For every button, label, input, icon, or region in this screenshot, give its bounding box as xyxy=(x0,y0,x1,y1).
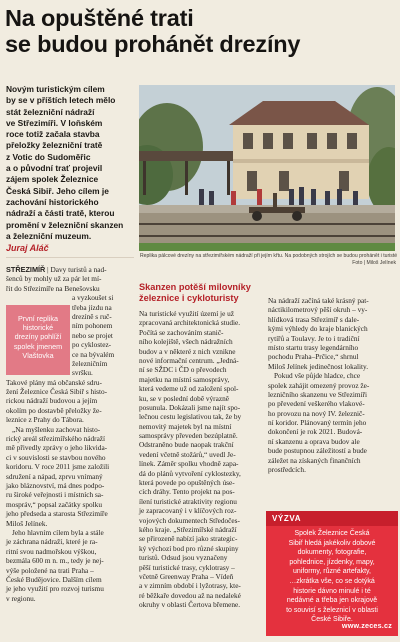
headline-line: se budou prohánět drezíny xyxy=(5,31,301,57)
column-line: ního kolejiště, všech nádražních xyxy=(139,337,233,347)
byline: Juraj Aláč xyxy=(6,243,49,253)
column-line: je záchrana nádraží, které je ra- xyxy=(6,537,98,547)
dateline: STŘEZIMÍŘ xyxy=(6,265,46,274)
column-line: ru široké veřejnosti i místních sa- xyxy=(6,490,104,500)
appeal-line: Spolek Železnice Česká xyxy=(294,530,370,537)
column-line: Miloš Jelínek jedinečnost lokality. xyxy=(268,361,369,371)
column-line: hlídková trasa Střezimíř s dale- xyxy=(268,314,360,324)
column-line: spolek zahájit omezený provoz že- xyxy=(268,380,370,390)
column-line: bezmála 600 m n. m., tedy je nej- xyxy=(6,556,104,566)
subhead-line: Skanzen potěší milovníky xyxy=(139,282,251,292)
divider xyxy=(6,257,134,258)
column-line: koridoru. V roce 2011 jsme založili xyxy=(6,462,110,472)
caption-text: Replika pálcové drezíny na střezimířském nádraží při jejím křtu. Na podobných strojích se budou prohánět i turisté xyxy=(140,253,398,259)
column-line: ku, se v poslední době výrazně xyxy=(139,393,229,403)
column-line: nebo se projet xyxy=(72,330,113,340)
lead-line: a o původní trať projevil xyxy=(6,163,103,174)
lead-line: z Votic do Sudoměřic xyxy=(6,151,91,162)
appeal-line: to souvisí s železnicí v oblasti xyxy=(286,606,378,614)
column-line: po převedení veškerého vlakové- xyxy=(268,399,365,409)
column-line: ní se SŽDC i ČD o převodech xyxy=(139,365,227,375)
column-line: Na nádraží začíná také krásný pat- xyxy=(268,296,369,305)
appeal-line: Sibiř hledá jakékoliv dobové xyxy=(288,539,376,547)
photo-credit: Foto | Miloš Jelínek xyxy=(352,260,396,266)
column-line: Pokud vše půjde hladce, chce xyxy=(274,371,361,381)
appeal-line: nedávné a třeba jen okrajově xyxy=(286,597,378,605)
column-line: po cyklostez- xyxy=(72,340,112,350)
column-line: rický areál střezimířského nádraží xyxy=(6,434,106,444)
column-line: majetku na místní samosprávy, xyxy=(139,374,230,384)
column-line: Odstraněno bude naopak trakční xyxy=(139,440,234,450)
column-line: dá do plánů vytvoření cyklostezky, xyxy=(139,468,241,478)
column-line: rytířů a Toulavy. Je to i tradiční xyxy=(268,333,360,343)
appeal-line: dokumenty, fotografie, xyxy=(297,549,367,557)
column-line: ílení turistické atraktivity regionu xyxy=(139,496,237,506)
pull-quote-line: drezíny pohlíží xyxy=(14,332,62,342)
column-line: ci v souvislosti se stavbou nového xyxy=(6,452,106,462)
lead-line: a železniční muzeum. xyxy=(6,230,92,241)
appeal-box-body xyxy=(266,526,398,625)
pull-quote xyxy=(6,305,70,375)
column-line: Jeho hlavním cílem byla a stále xyxy=(12,527,104,537)
pull-quote-line: První replika xyxy=(18,314,58,323)
appeal-line: České Sibiře. xyxy=(311,616,353,624)
column-line: budov a v některé z nich vznikne xyxy=(139,346,236,356)
column-line: a vyzkoušet si xyxy=(72,293,114,303)
column-line: kými výhledy do kraje blanických xyxy=(268,324,368,334)
pull-quote-line: historické xyxy=(22,323,54,333)
column-line: náctikilometrový pěší okruh – vy- xyxy=(268,305,368,315)
column-line: kého kraje. „Střezimířské nádraží xyxy=(139,524,237,534)
column-line: jako bláznovství, má dnes podpo- xyxy=(6,480,105,490)
column-line: ho provozu na nový IV. železnič- xyxy=(268,408,365,418)
column-line: je jeho využití pro rozvoj turismu xyxy=(6,584,104,594)
column-line: včetně Greenway Praha – Vídeň xyxy=(139,571,234,581)
column-line: vojových dokumentech Středočes- xyxy=(139,515,240,525)
lead-line: roce totiž začala stavba xyxy=(6,129,100,140)
pull-quote-line: Vlaštovka xyxy=(22,350,54,360)
section-subhead xyxy=(139,282,261,303)
column-line: ký výchozí bod pro různé skupiny xyxy=(139,543,239,553)
column-line: žení Železnice Česká Sibiř s histo- xyxy=(6,387,108,397)
lead-line: přeložky železniční tratě xyxy=(6,140,103,151)
column-line: samosprávy převeden bezúplatně. xyxy=(139,431,238,441)
column-line: sdružení a nápad, zprvu vnímaný xyxy=(6,471,103,481)
lead-line: stát železniční nádraží xyxy=(6,106,95,117)
column-line: jeho předseda a starosta Střezimíře xyxy=(6,509,108,519)
column-line: která povede po opuštěných úse- xyxy=(139,478,235,488)
column-line: Miloš Jelínek. xyxy=(6,518,48,528)
column-line: šenců by mohly už za pár let mí- xyxy=(6,274,102,284)
column-line: místo startu trasy legendárního xyxy=(268,342,359,352)
appeal-line: pohlednice, jízdenky, mapy, xyxy=(289,558,375,566)
subhead-line: železnice i cykloturisty xyxy=(139,292,239,303)
station-photo-illustration xyxy=(139,85,395,251)
appeal-box-title: VÝZVA xyxy=(266,511,398,526)
column-line: prostředcích. xyxy=(268,465,306,475)
station-photo xyxy=(139,85,395,251)
pull-quote-line: spolek jmenem xyxy=(13,341,63,351)
column-line: je zapracovaný i v klíčových roz- xyxy=(139,506,237,516)
headline-line: Na opuštěné trati xyxy=(5,5,194,31)
column-line: ritní svou nadmořskou výškou, xyxy=(6,546,97,556)
column-line: ní skanzenu a oprava budov ale xyxy=(268,436,360,446)
column-line: nové informační centrum. „Jedná- xyxy=(139,355,239,365)
website-link[interactable]: www.zeces.cz xyxy=(341,621,392,630)
column-line: zpracovaná architektonická studie. xyxy=(139,318,241,328)
column-line: mě přivedly zprávy o jeho likvida- xyxy=(6,443,108,453)
article-column-2 xyxy=(139,264,261,610)
appeal-line: uniformy, různé artefakty, xyxy=(293,568,371,576)
column-line: ní koridor. Plánovaný termín jeho xyxy=(268,418,367,428)
column-line: se přirozeně nabízí jako strategic- xyxy=(139,534,238,544)
column-line: turistů. Odsud jsou vyznačeny xyxy=(139,553,228,563)
lead-line: Česká Sibiř. Jeho cílem je xyxy=(6,185,109,196)
column-line: vedení včetně stožárů,“ uvedl Je- xyxy=(139,449,236,459)
column-line: třeba jízdu na xyxy=(72,302,112,312)
column-line: České Budějovice. Dalším cílem xyxy=(6,574,102,584)
lead-line: ve Střezimíři. V loňském xyxy=(6,117,103,128)
column-line: lezničního skanzenu ve Střezimíři xyxy=(268,389,368,399)
lead-line: nádraží a části tratě, kterou xyxy=(6,208,115,219)
column-line: posunula. Dokázali jsme najít spo- xyxy=(139,402,241,412)
appeal-line: historie dávno minulé i té xyxy=(293,587,371,595)
column-line: výše položené na trati Praha – xyxy=(6,565,94,575)
column-line: železničním xyxy=(72,358,108,368)
column-line: okruhy v oblasti Čertova břemene. xyxy=(139,600,241,610)
article-column-3 xyxy=(268,296,396,474)
column-line: mospráv,“ popsal začátky spolku xyxy=(6,499,102,509)
column-line: ním pohonem xyxy=(72,321,113,331)
column-line: ce na bývalém xyxy=(72,349,115,359)
appeal-line: …zkrátka vše, co se dotýká xyxy=(289,577,375,585)
column-line: ré běžkaře dovedou až na nedaleké xyxy=(139,590,241,600)
column-line: záležet na získaných finančních xyxy=(268,455,361,465)
column-line: lečnou cestu legislativou tak, že by xyxy=(139,412,242,422)
column-line: rickou nádraží budovou a jejím xyxy=(6,396,98,406)
lead-line: Novým turistickým cílem xyxy=(6,84,105,94)
column-line: cích dráhy. Tento projekt na pos- xyxy=(139,487,235,497)
column-line: pěší turistické trasy, cyklotrasy – xyxy=(139,562,235,572)
column-line xyxy=(6,265,134,274)
column-line: drezíně s ruč- xyxy=(72,311,112,321)
lead-paragraph xyxy=(6,84,134,242)
column-line: bude postupnou záležitostí a bude xyxy=(268,446,367,456)
column-line-text: | Davy turistů a nad- xyxy=(47,265,107,274)
lead-line: zájem spolek Železnice xyxy=(6,174,99,185)
lead-line: zachování historického xyxy=(6,196,99,207)
column-line: a v zimním období i lyžotrasy, kte- xyxy=(139,581,241,591)
column-line: pochodu Praha–Prčice,“ shrnul xyxy=(268,352,359,362)
column-line: leznice z Prahy do Tábora. xyxy=(6,415,84,425)
column-line: „Na myšlenku zachovat histo- xyxy=(12,424,101,434)
column-line: která vedeme už od založení spol- xyxy=(139,384,239,394)
lead-line: by se v příštích letech mělo xyxy=(6,95,116,106)
column-line: Na turistické využití území je už xyxy=(139,309,235,318)
column-line: v regionu. xyxy=(6,593,36,603)
column-line: svršku. xyxy=(72,368,93,378)
column-line: Počítá se zachováním stanič- xyxy=(139,327,224,337)
column-line: línek. Záměr spolku vhodně zapa- xyxy=(139,459,239,469)
column-line: dokončení je rok 2021. Budová- xyxy=(268,427,363,437)
column-line: řit do Střezimíře na Benešovsku xyxy=(6,283,100,293)
column-line: okolím po dostavbě přeložky že- xyxy=(6,405,102,415)
headline xyxy=(5,5,397,57)
lead-line: promění v železniční skanzen xyxy=(6,219,124,230)
column-line: nemovitý majetek byl na místní xyxy=(139,421,232,431)
column-line: Takové plány má občanské sdru- xyxy=(6,377,102,387)
appeal-box xyxy=(266,511,398,636)
